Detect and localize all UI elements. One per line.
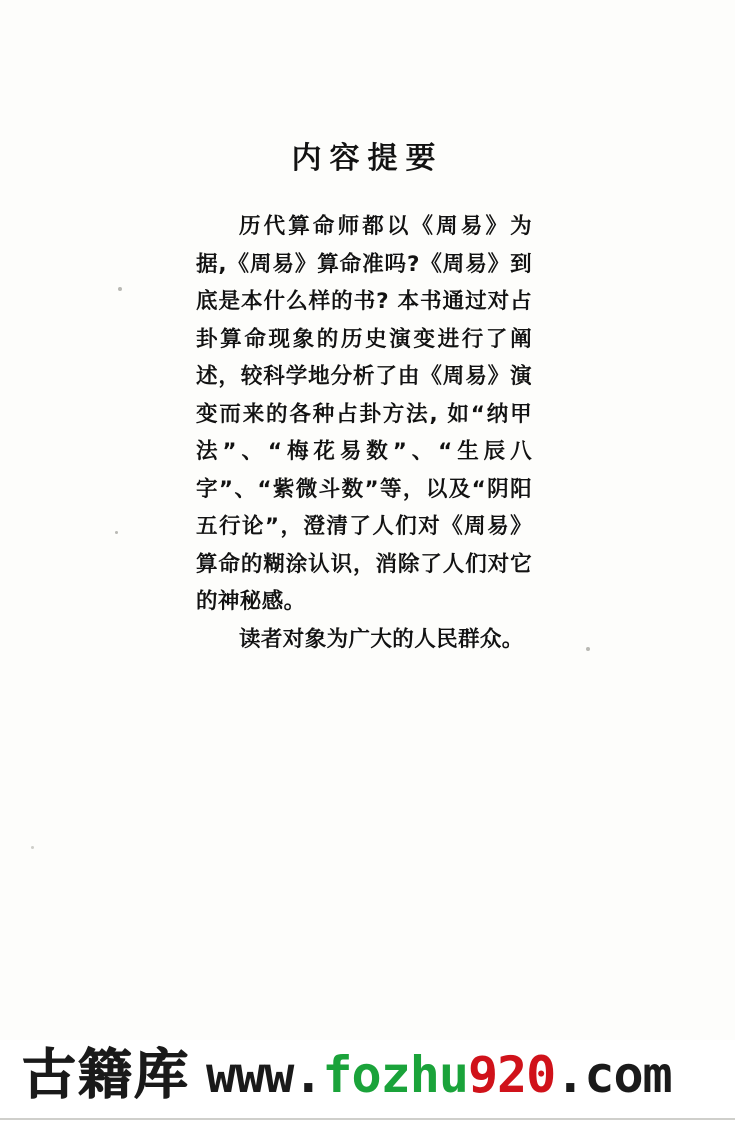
paragraph-1: 历代算命师都以《周易》为据,《周易》算命准吗?《周易》到底是本什么样的书? 本书通过对占卦算命现象的历史演变进行了阐述，较科学地分析了由《周易》演变而来的各种占卦方法, 如“纳甲法”、“梅花易数”、“生辰八字”、“紫微斗数”等，以及“阴阳五行论”，澄清了人们对《周易》算命的糊涂认识，消除了人们对它的神秘感。 [196, 214, 532, 614]
scan-speckle [118, 287, 122, 291]
paragraph-2: 读者对象为广大的人民群众。 [239, 626, 524, 652]
scan-speckle [115, 531, 118, 534]
watermark-content [22, 1043, 672, 1106]
scan-speckle [586, 647, 590, 651]
watermark-site-name-cjk: 古籍库 [22, 1043, 190, 1106]
watermark-www: www. [206, 1046, 323, 1104]
bottom-divider [0, 1118, 735, 1120]
scan-speckle [31, 846, 34, 849]
watermark-domain-tld: .com [555, 1046, 672, 1104]
body-text [196, 208, 532, 658]
watermark-domain-word: fozhu [322, 1046, 468, 1104]
watermark-domain-number: 920 [467, 1046, 556, 1104]
page-title: 内容提要 [291, 141, 444, 176]
watermark-bar [0, 1040, 735, 1122]
